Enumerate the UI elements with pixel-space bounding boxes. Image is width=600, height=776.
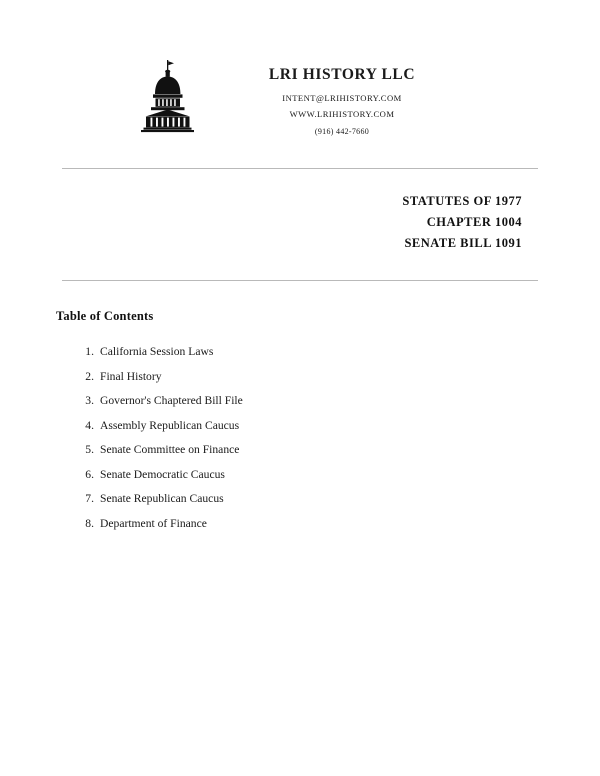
list-item-label: Governor's Chaptered Bill File — [100, 394, 243, 407]
list-item-label: Final History — [100, 369, 162, 383]
organization-name: LRI HISTORY LLC — [268, 66, 416, 83]
list-item-label: Department of Finance — [100, 516, 207, 530]
statutes-year: STATUTES OF 1977 — [402, 194, 522, 208]
letterhead — [0, 0, 600, 136]
list-item-label: California Session Laws — [100, 345, 214, 358]
table-of-contents-list — [56, 340, 600, 536]
table-of-contents — [0, 281, 600, 536]
chapter-number: CHAPTER 1004 — [426, 215, 522, 229]
list-item[interactable] — [70, 487, 600, 511]
capitol-dome-logo-icon — [133, 58, 203, 134]
list-item[interactable] — [70, 463, 600, 487]
list-item-label: Senate Committee on Finance — [100, 443, 240, 456]
list-item-label: Senate Democratic Caucus — [100, 467, 225, 481]
list-item[interactable] — [70, 365, 600, 389]
organization-website: WWW.LRIHISTORY.COM — [289, 109, 395, 119]
list-item[interactable] — [70, 389, 600, 413]
list-item[interactable] — [70, 512, 600, 536]
list-item-label: Assembly Republican Caucus — [100, 418, 240, 432]
table-of-contents-title: Table of Contents — [56, 309, 154, 323]
statute-heading — [0, 169, 600, 254]
list-item-label: Senate Republican Caucus — [100, 492, 224, 505]
organization-block — [217, 56, 467, 136]
list-item[interactable] — [70, 414, 600, 438]
bill-number: SENATE BILL 1091 — [404, 236, 522, 250]
organization-email: INTENT@LRIHISTORY.COM — [282, 93, 402, 103]
list-item[interactable] — [70, 438, 600, 462]
list-item[interactable] — [70, 340, 600, 364]
organization-phone: (916) 442-7660 — [314, 127, 370, 136]
